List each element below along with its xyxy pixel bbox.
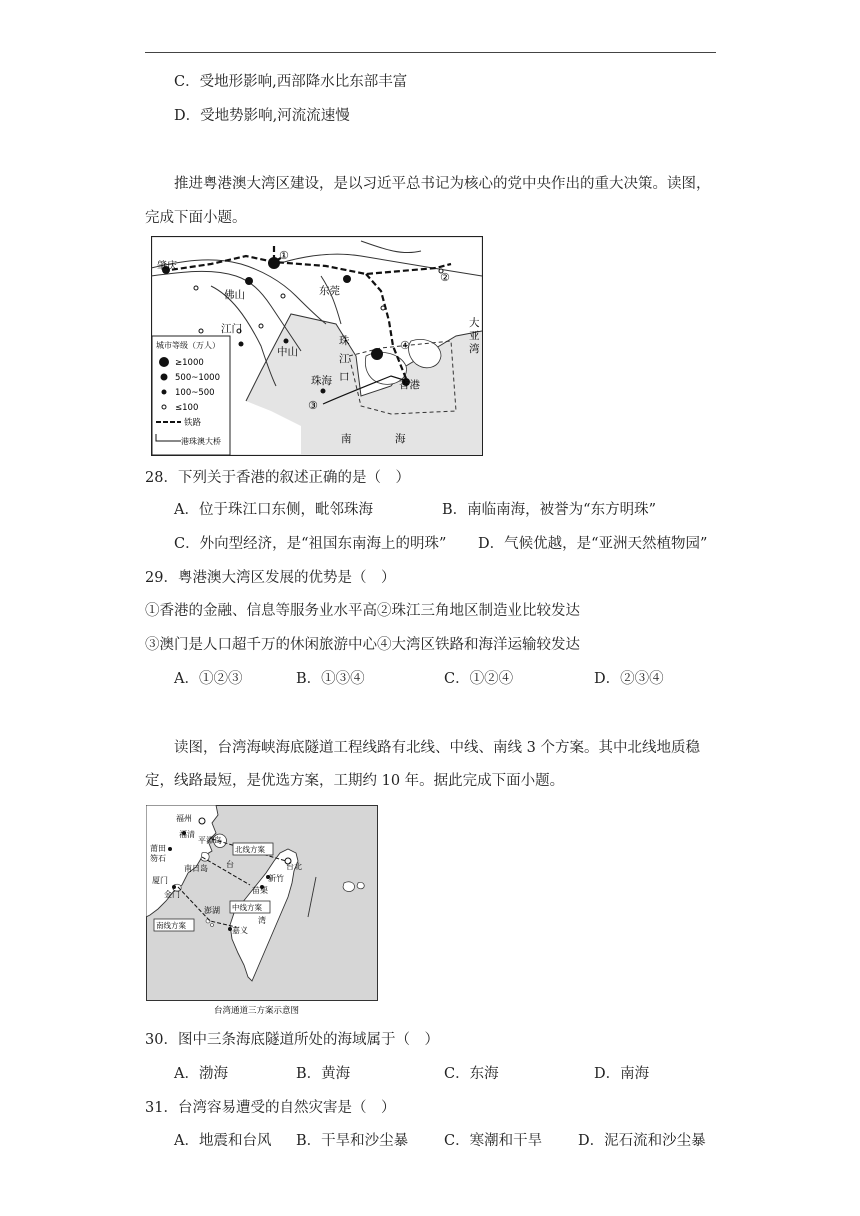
label-xiuyu: 笏石	[150, 854, 166, 863]
legend-item-2: 500~1000	[175, 373, 220, 383]
q28-option-b: B．南临南海，被誉为“东方明珠”	[442, 502, 656, 518]
label-dayawan-3: 湾	[469, 343, 480, 355]
q28-option-a: A．位于珠江口东侧，毗邻珠海	[174, 502, 373, 518]
passage1-line2: 完成下面小题。	[145, 210, 247, 226]
label-south-route: 南线方案	[156, 921, 186, 930]
legend-title: 城市等级（万人）	[156, 341, 220, 350]
label-miaoli: 苗栗	[252, 886, 268, 895]
q28-stem: 28．下列关于香港的叙述正确的是（ ）	[145, 470, 410, 486]
q29-stem: 29．粤港澳大湾区发展的优势是（ ）	[145, 570, 396, 586]
label-zhuhai: 珠海	[311, 375, 332, 387]
legend-item-6: 港珠澳大桥	[181, 437, 221, 446]
label-nanhai-1: 南	[341, 433, 352, 445]
label-dayawan-1: 大	[469, 317, 480, 329]
label-nanri: 南日岛	[184, 864, 208, 873]
label-zhujiangkou-2: 江	[339, 353, 350, 365]
label-xinzhu: 新竹	[268, 874, 284, 883]
dongguan-dot	[343, 275, 351, 283]
label-fuqing: 福清	[179, 830, 195, 839]
q28-option-d: D．气候优越，是“亚洲天然植物园”	[478, 536, 708, 552]
q29-statement-2: ③澳门是人口超千万的休闲旅游中心④大湾区铁路和海洋运输较发达	[145, 637, 580, 653]
label-pingtan: 平潭岛	[198, 836, 222, 845]
label-jiangmen: 江门	[221, 323, 242, 335]
legend-item-3: 100~500	[175, 388, 215, 398]
map2-caption: 台湾通道三方案示意图	[214, 1006, 300, 1016]
label-north-route: 北线方案	[235, 845, 265, 854]
label-zhujiangkou-1: 珠	[339, 335, 350, 347]
label-dayawan-2: 亚	[469, 330, 480, 342]
marker-3: ③	[308, 399, 318, 412]
label-taibei: 台北	[286, 862, 302, 871]
label-zhongshan: 中山	[277, 346, 298, 358]
label-foshan: 佛山	[224, 289, 245, 301]
label-nanhai-2: 海	[395, 433, 406, 445]
label-fuzhou: 福州	[176, 814, 192, 823]
q29-statement-1: ①香港的金融、信息等服务业水平高②珠江三角地区制造业比较发达	[145, 603, 580, 619]
map1-legend	[152, 336, 230, 455]
marker-2: ②	[440, 271, 450, 284]
shenzhen-dot	[371, 348, 383, 360]
q29-option-c: C．①②④	[444, 671, 514, 687]
label-xiamen: 厦门	[152, 876, 168, 885]
label-hongkong: 香港	[399, 379, 420, 391]
legend-item-4: ≤100	[175, 403, 199, 413]
marker-1: ①	[279, 249, 289, 262]
label-penghu: 澎湖	[204, 906, 220, 915]
passage1-line1: 推进粤港澳大湾区建设，是以习近平总书记为核心的党中央作出的重大决策。读图，	[174, 176, 711, 192]
q31-option-d: D．泥石流和沙尘暴	[578, 1133, 706, 1149]
label-dongguan: 东莞	[319, 285, 340, 297]
q29-option-a: A．①②③	[174, 671, 243, 687]
label-zhaoqing: 肇庆	[157, 261, 177, 272]
label-jinmen: 金门	[164, 890, 180, 899]
q29-option-b: B．①③④	[296, 671, 365, 687]
q27-option-c: C．受地形影响,西部降水比东部丰富	[174, 74, 408, 90]
q27-option-d: D．受地势影响,河流流速慢	[174, 108, 350, 124]
label-wan: 湾	[258, 916, 266, 925]
label-jiayi: 嘉义	[232, 926, 248, 935]
q30-option-a: A．渤海	[174, 1066, 228, 1082]
passage2-line2: 定，线路最短，是优选方案，工期约 10 年。据此完成下面小题。	[145, 773, 565, 789]
q29-option-d: D．②③④	[594, 671, 664, 687]
greater-bay-area-map	[151, 236, 483, 456]
label-zhujiangkou-3: 口	[339, 371, 350, 383]
q31-option-c: C．寒潮和干旱	[444, 1133, 543, 1149]
q28-option-c: C．外向型经济，是“祖国东南海上的明珠”	[174, 536, 447, 552]
taiwan-strait-tunnel-map	[146, 805, 378, 1017]
q30-stem: 30．图中三条海底隧道所处的海域属于（ ）	[145, 1032, 439, 1048]
q31-option-a: A．地震和台风	[174, 1133, 272, 1149]
legend-item-5: 铁路	[184, 418, 202, 428]
q30-option-b: B．黄海	[296, 1066, 351, 1082]
passage2-line1: 读图，台湾海峡海底隧道工程线路有北线、中线、南线 3 个方案。其中北线地质稳	[174, 740, 700, 756]
foshan-dot	[245, 277, 253, 285]
q31-option-b: B．干旱和沙尘暴	[296, 1133, 409, 1149]
label-putian: 莆田	[150, 844, 166, 853]
q31-stem: 31．台湾容易遭受的自然灾害是（ ）	[145, 1100, 396, 1116]
label-tai: 台	[226, 860, 234, 869]
header-rule	[145, 52, 716, 53]
q30-option-c: C．东海	[444, 1066, 499, 1082]
q30-option-d: D．南海	[594, 1066, 650, 1082]
label-middle-route: 中线方案	[232, 903, 262, 912]
legend-item-1: ≥1000	[175, 358, 204, 368]
marker-4: ④	[400, 339, 410, 352]
